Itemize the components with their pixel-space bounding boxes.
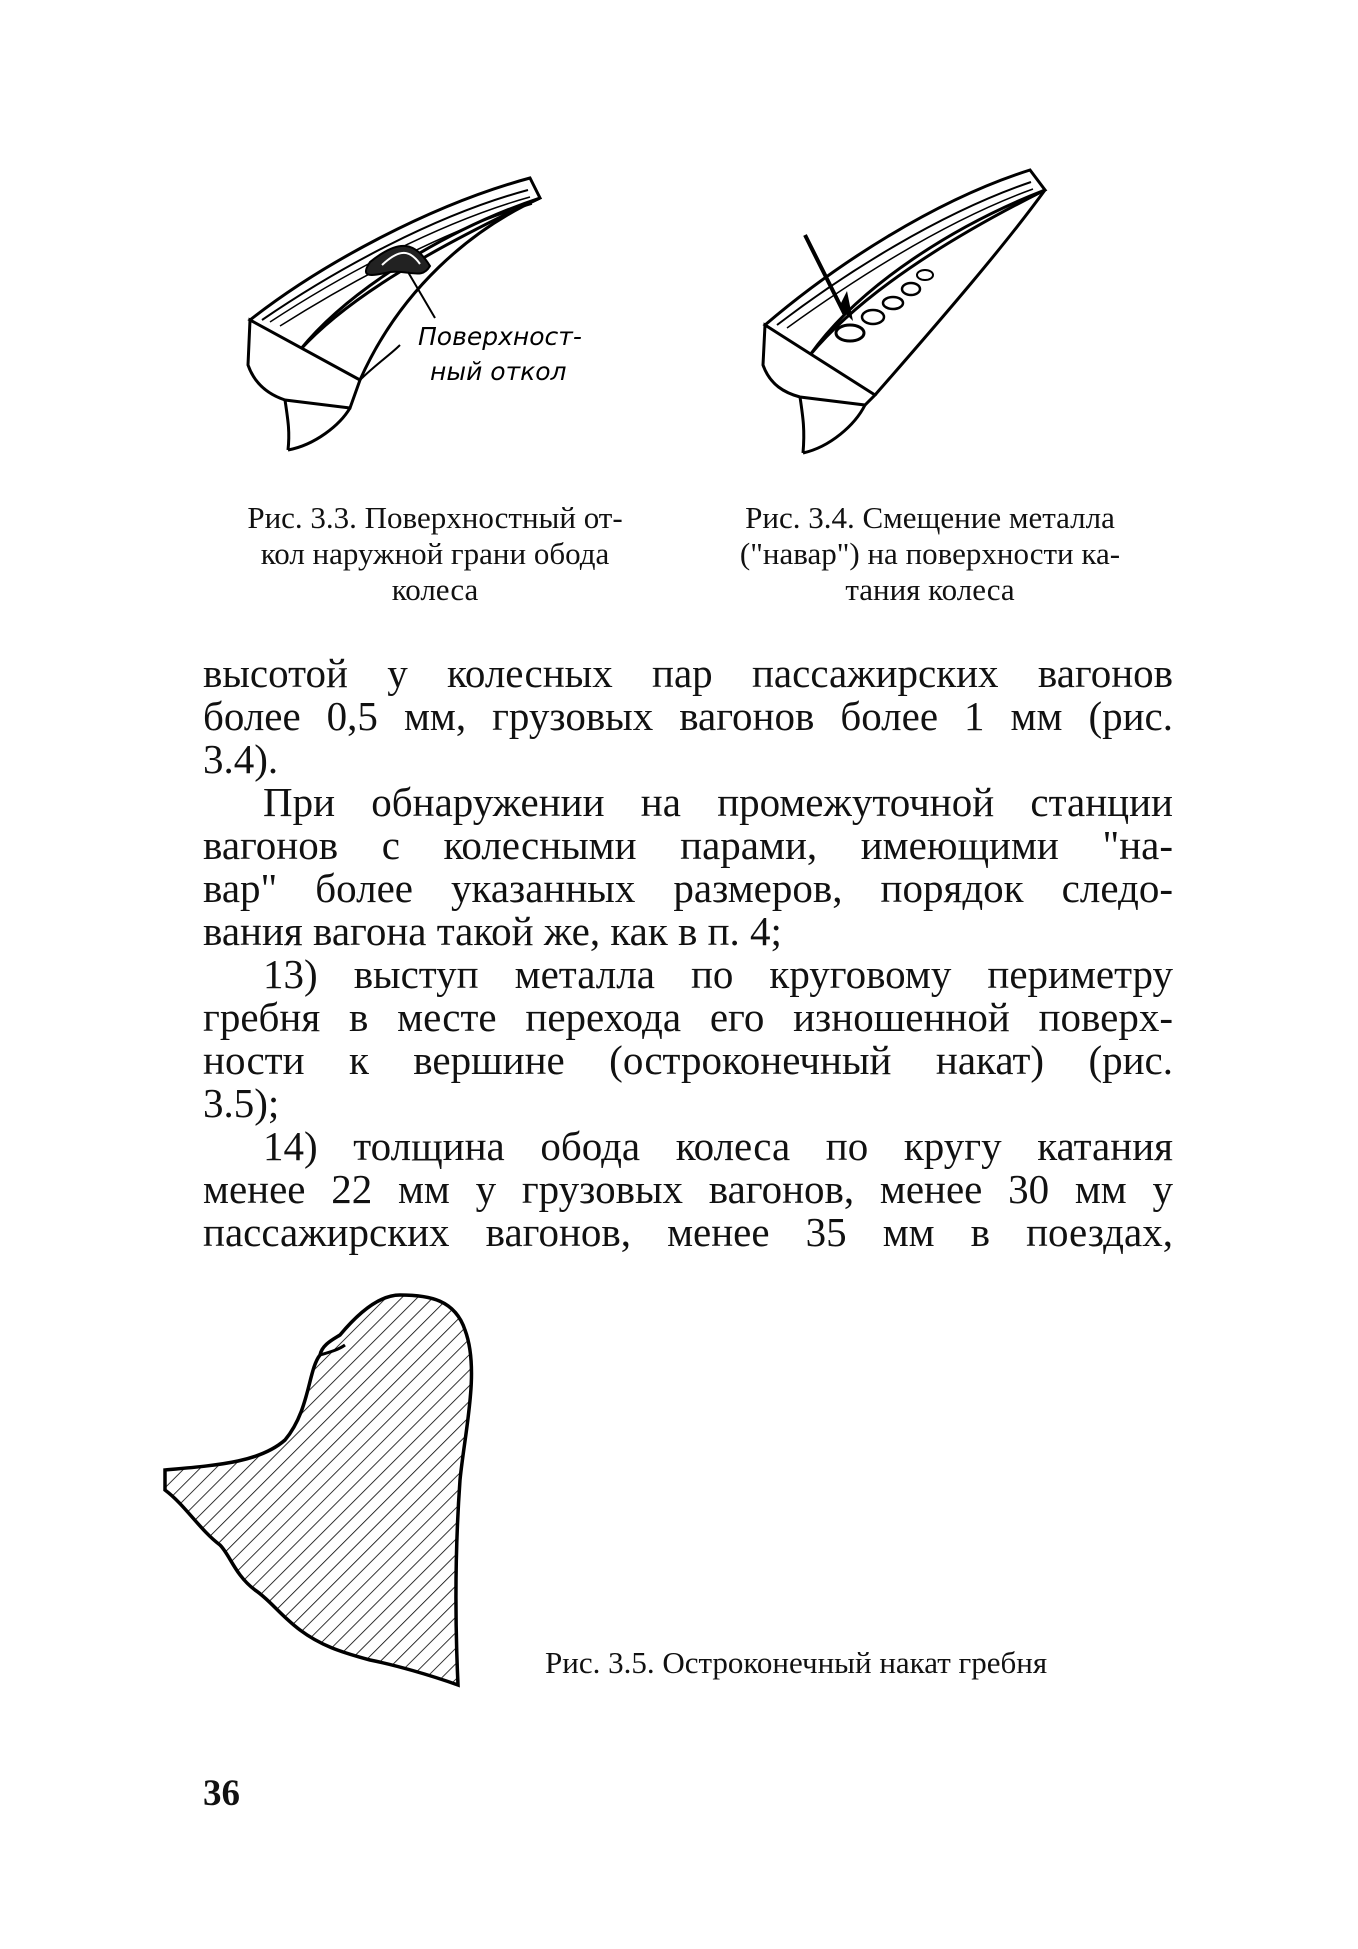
figure-3-3-label-line1: Поверхност-: [418, 322, 582, 351]
text-line: 3.5);: [203, 1080, 280, 1126]
caption-line: ("навар") на поверхности ка-: [739, 536, 1121, 571]
text-line: вагонов с колесными парами, имеющими "на-: [203, 822, 1173, 868]
caption-line: Рис. 3.4. Смещение металла: [745, 500, 1115, 535]
caption-line: Рис. 3.5. Остроконечный накат гребня: [545, 1645, 1048, 1680]
page-number: 36: [203, 1773, 240, 1814]
figure-3-4-wheel-navar: [745, 165, 1115, 475]
text-line: гребня в месте перехода его изношенной поверх-: [203, 994, 1173, 1040]
figure-3-3-caption: [200, 500, 670, 608]
figure-3-5-flange-sharp-rolling: [160, 1290, 540, 1710]
caption-line: кол наружной грани обода: [260, 536, 610, 571]
text-line: 3.4).: [203, 736, 279, 782]
text-line: При обнаружении на промежуточной станции: [263, 779, 1173, 825]
text-line: пассажирских вагонов, менее 35 мм в поездах,: [203, 1209, 1173, 1255]
text-line: ности к вершине (остроконечный накат) (рис.: [203, 1037, 1173, 1083]
text-line: вар" более указанных размеров, порядок следо-: [203, 865, 1173, 911]
figure-3-5-caption: [545, 1645, 1165, 1681]
text-line: высотой у колесных пар пассажирских вагонов: [203, 650, 1173, 696]
figure-3-3-label-line2: ный откол: [430, 357, 567, 386]
caption-line: Рис. 3.3. Поверхностный от-: [247, 500, 623, 535]
caption-line: тания колеса: [845, 572, 1015, 607]
text-line: 13) выступ металла по круговому периметру: [263, 951, 1173, 997]
caption-line: колеса: [391, 572, 479, 607]
text-line: 14) толщина обода колеса по кругу катания: [263, 1123, 1173, 1169]
figure-3-4-caption: [675, 500, 1185, 608]
text-line: вания вагона такой же, как в п. 4;: [203, 908, 782, 954]
figure-3-3-wheel-rim-spall: [240, 170, 630, 470]
text-line: менее 22 мм у грузовых вагонов, менее 30 мм у: [203, 1166, 1173, 1212]
body-text: [203, 652, 1173, 1254]
text-line: более 0,5 мм, грузовых вагонов более 1 мм (рис.: [203, 693, 1173, 739]
